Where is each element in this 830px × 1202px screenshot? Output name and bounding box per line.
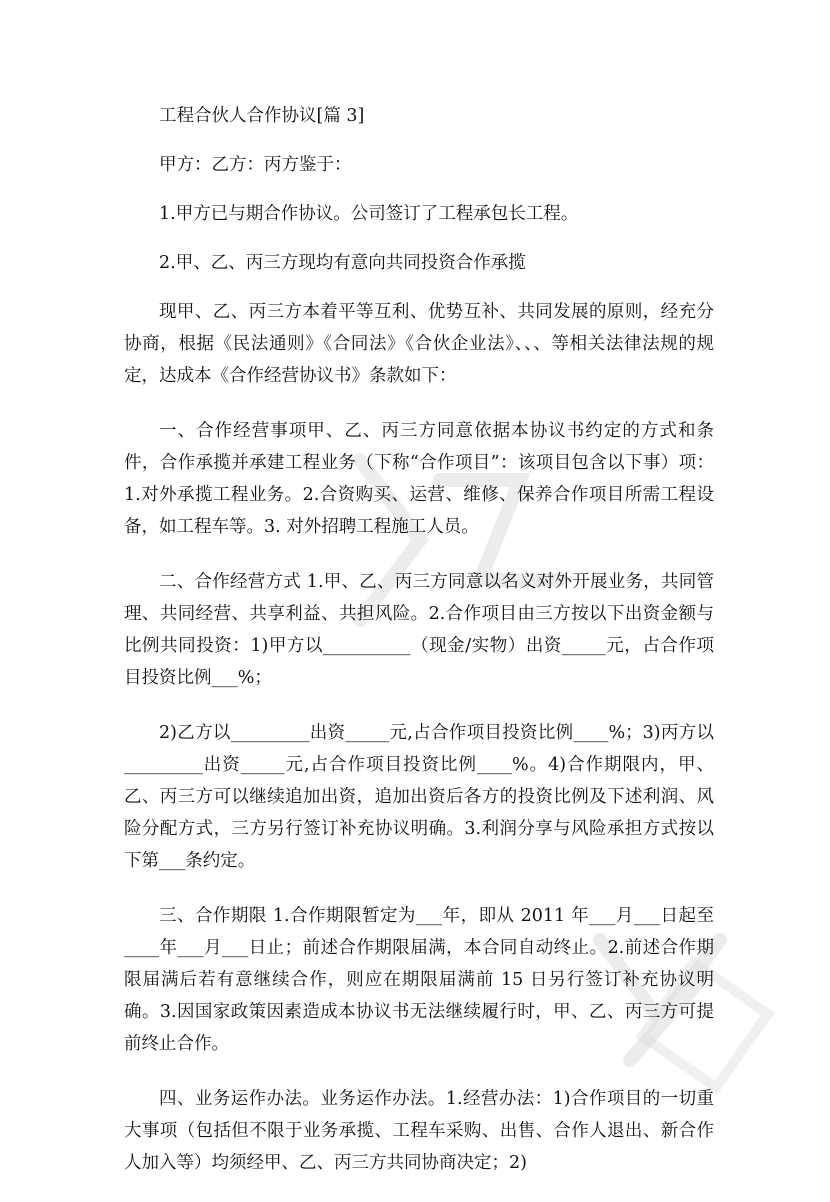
document-body — [124, 100, 714, 1202]
clause-2-paragraph: 二、合作经营方式 1.甲、乙、丙三方同意以名义对外开展业务，共同管理、共同经营、共享利益、共担风险。2.合作项目由三方按以下出资金额与比例共同投资：1)甲方以__________（现金/实物）出资_____元，占合作项目投资比例___%； — [124, 572, 714, 688]
recital-1: 1.甲方已与期合作协议。公司签订了工程承包长工程。 — [159, 204, 579, 224]
clause-4-paragraph: 四、业务运作办法。业务运作办法。1.经营办法：1)合作项目的一切重大事项（包括但不限于业务承揽、工程车采购、出售、合作人退出、新合作人加入等）均须经甲、乙、丙三方共同协商决定；2) — [124, 1089, 714, 1173]
preamble-paragraph: 现甲、乙、丙三方本着平等互利、优势互补、共同发展的原则，经充分协商，根据《民法通则》《合同法》《合伙企业法》、、、等相关法律法规的规定，达成本《合作经营协议书》条款如下： — [124, 302, 714, 386]
clause-3-paragraph: 三、合作期限 1.合作期限暂定为___年，即从 2011 年___月___日起至____年___月___日止；前述合作期限届满，本合同自动终止。2.前述合作期限届满后若有意继续合作，则应在期限届满前 15 日另行签订补充协议明确。3.因国家政策因素造成本协议书无法继续履行时，甲、乙、丙三方可提前终止合作。 — [124, 906, 714, 1054]
recital-2: 2.甲、乙、丙三方现均有意向共同投资合作承揽 — [159, 253, 526, 273]
document-title: 工程合伙人合作协议[篇 3] — [159, 106, 365, 126]
clause-1-paragraph: 一、合作经营事项甲、乙、丙三方同意依据本协议书约定的方式和条件，合作承揽并承建工程业务（下称“合作项目”：该项目包含以下事）项：1.对外承揽工程业务。2.合资购买、运营、维修、保养合作项目所需工程设备，如工程车等。3. 对外招聘工程施工人员。 — [124, 421, 714, 537]
clause-2-continued-paragraph: 2)乙方以_________出资_____元,占合作项目投资比例____%；3)丙方以_________出资_____元,占合作项目投资比例____%。4)合作期限内，甲、乙、丙三方可以继续追加出资，追加出资后各方的投资比例及下述利润、风险分配方式，三方另行签订补充协议明确。3.利润分享与风险承担方式按以下第___条约定。 — [124, 723, 714, 871]
parties-line: 甲方：乙方：丙方鉴于： — [159, 155, 352, 175]
